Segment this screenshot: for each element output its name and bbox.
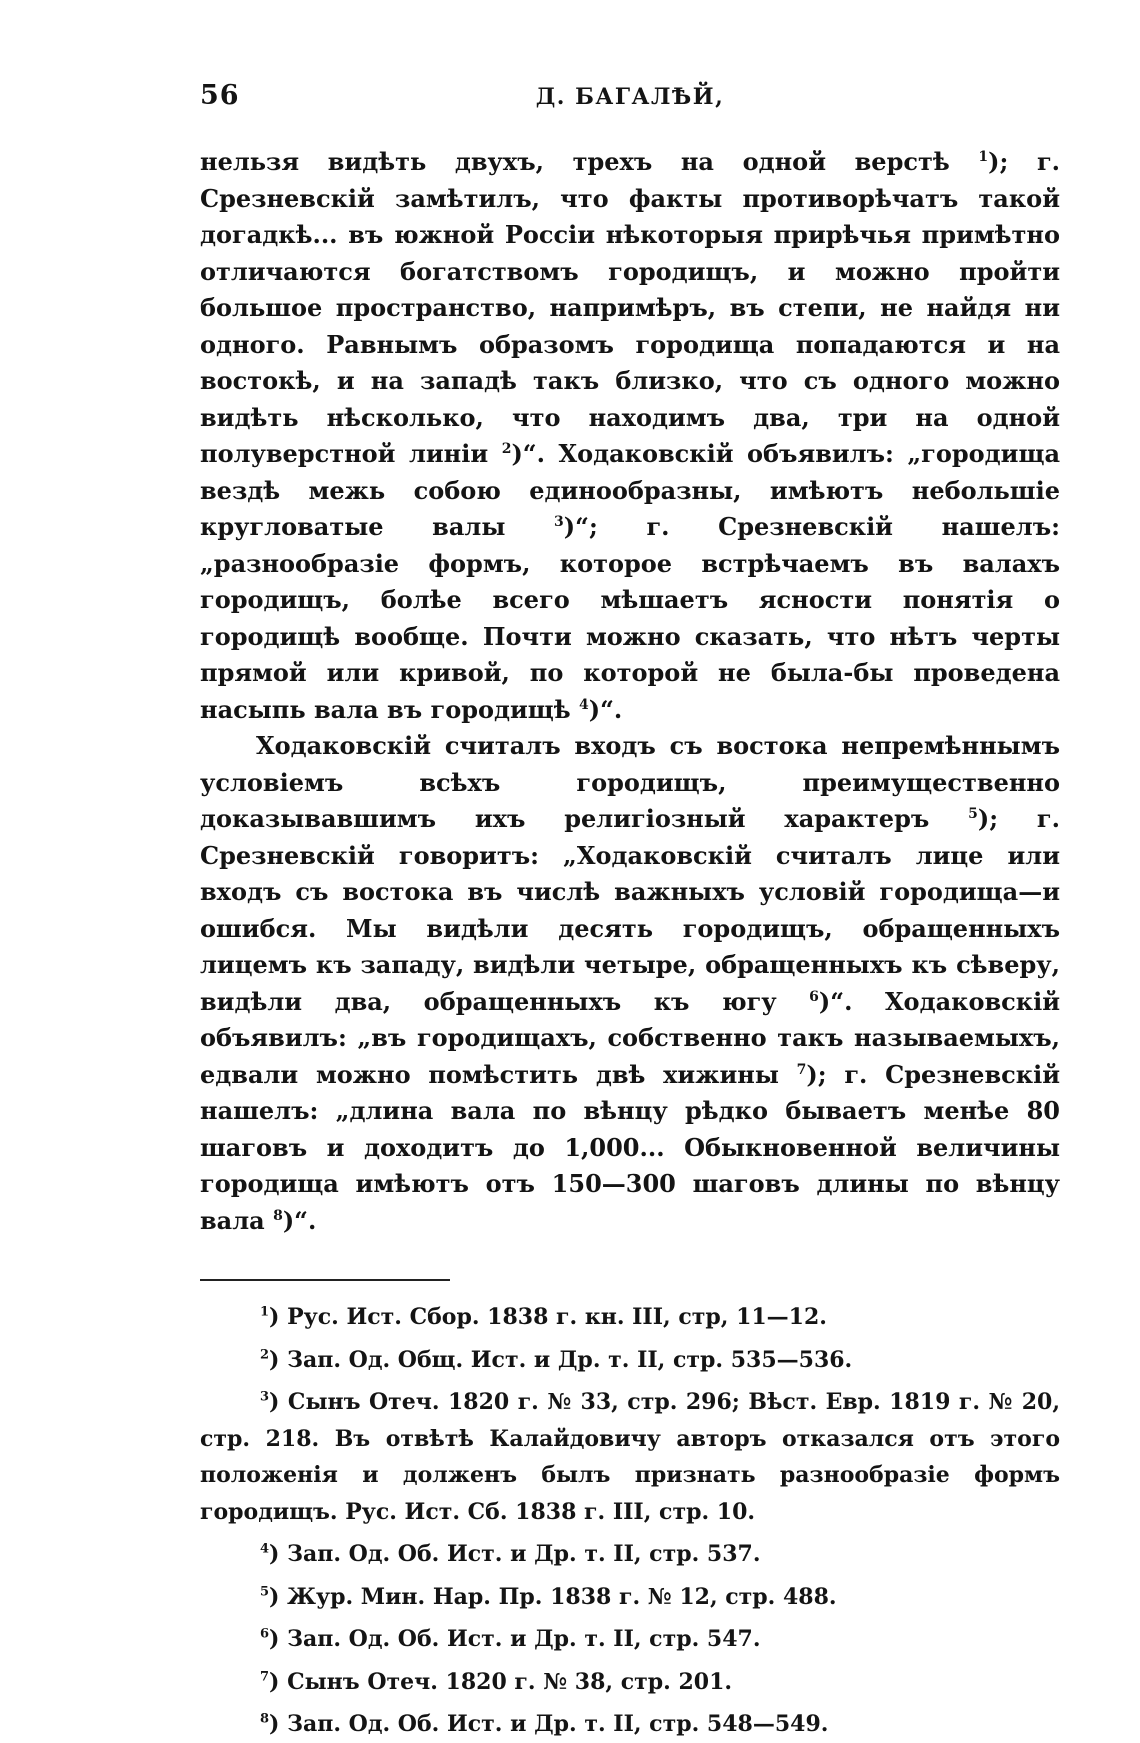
book-page [200, 80, 1060, 1737]
footnote-divider [200, 1279, 450, 1281]
running-head: Д. БАГАЛѢЙ, [535, 84, 725, 110]
page-number: 56 [200, 80, 240, 111]
body-text [200, 144, 1060, 1239]
footnotes [200, 1299, 1060, 1743]
page-header [200, 80, 1060, 120]
footnote-3: $^3$) Сынъ Отеч. 1820 г. № 33, стр. 296; Вѣст. Евр. 1819 г. № 20, стр. 218. Въ отвѣтѣ Калайдовичу авторъ отказался отъ этого положенія и долженъ былъ признать разнообразіе формъ городищъ. Рус. Ист. Сб. 1838 г. III, стр. 10. [200, 1389, 1060, 1525]
paragraph-1: нельзя видѣть двухъ, трехъ на одной верстѣ $^1$); г. Срезневскій замѣтилъ, что факты противорѣчатъ такой догадкѣ... въ южной Россіи нѣкоторыя прирѣчья примѣтно отличаются богатствомъ городищъ, и можно пройти большое пространство, напримѣръ, въ степи, не найдя ни одного. Равнымъ образомъ городища попадаются и на востокѣ, и на западѣ такъ близко, что съ одного можно видѣть нѣсколько, что находимъ два, три на одной полуверстной линіи $^2$)“. Ходаковскій объявилъ: „городища вездѣ межь собою единообразны, имѣютъ небольшіе кругловатые валы $^3$)“; г. Срезневскій нашелъ: „разнообразіе формъ, которое встрѣчаемъ въ валахъ городищъ, болѣе всего мѣшаетъ ясности понятія о городищѣ вообще. Почти можно сказать, что нѣтъ черты прямой или кривой, по которой не была-бы проведена насыпь вала въ городищѣ $^4$)“. [200, 147, 1060, 724]
footnote-ref-6: 6 [809, 988, 819, 1005]
footnote-5: $^5$) Жур. Мин. Нар. Пр. 1838 г. № 12, стр. 488. [260, 1583, 837, 1610]
footnote-ref-8: 8 [273, 1207, 283, 1224]
footnote-ref-5: 5 [968, 806, 978, 822]
footnote-7: $^7$) Сынъ Отеч. 1820 г. № 38, стр. 201. [260, 1668, 733, 1695]
footnote-1: $^1$) Рус. Ист. Сбор. 1838 г. кн. III, стр, 11—12. [260, 1304, 827, 1330]
footnote-6: $^6$) Зап. Од. Об. Ист. и Др. т. II, стр. 547. [260, 1626, 761, 1652]
footnote-ref-1: 1 [978, 149, 989, 165]
footnote-ref-3: 3 [554, 514, 564, 530]
footnote-ref-2: 2 [501, 441, 512, 457]
footnote-8: $^8$) Зап. Од. Об. Ист. и Др. т. II, стр. 548—549. [260, 1711, 829, 1737]
paragraph-2: Ходаковскій считалъ входъ съ востока непремѣннымъ условіемъ всѣхъ городищъ, преимущественно доказывавшимъ ихъ религіозный характеръ $^5$); г. Срезневскій говоритъ: „Ходаковскій считалъ лице или входъ съ востока въ числѣ важныхъ условій городища—и ошибся. Мы видѣли десять городищъ, обращенныхъ лицемъ къ западу, видѣли четыре, обращенныхъ къ сѣверу, видѣли два, обращенныхъ къ югу $^6$)“. Ходаковскій объявилъ: „въ городищахъ, собственно такъ называемыхъ, едвали можно помѣстить двѣ хижины $^7$); г. Срезневскій нашелъ: „длина вала по вѣнцу рѣдко бываетъ менѣе 80 шаговъ и доходитъ до 1,000... Обыкновенной величины городища имѣютъ отъ 150—300 шаговъ длины по вѣнцу вала $^8$)“. [200, 731, 1060, 1235]
footnote-4: $^4$) Зап. Од. Об. Ист. и Др. т. II, стр. 537. [260, 1541, 761, 1567]
footnote-ref-4: 4 [579, 696, 589, 713]
footnote-2: $^2$) Зап. Од. Общ. Ист. и Др. т. II, стр. 535—536. [260, 1346, 853, 1373]
footnote-ref-7: 7 [796, 1061, 807, 1078]
